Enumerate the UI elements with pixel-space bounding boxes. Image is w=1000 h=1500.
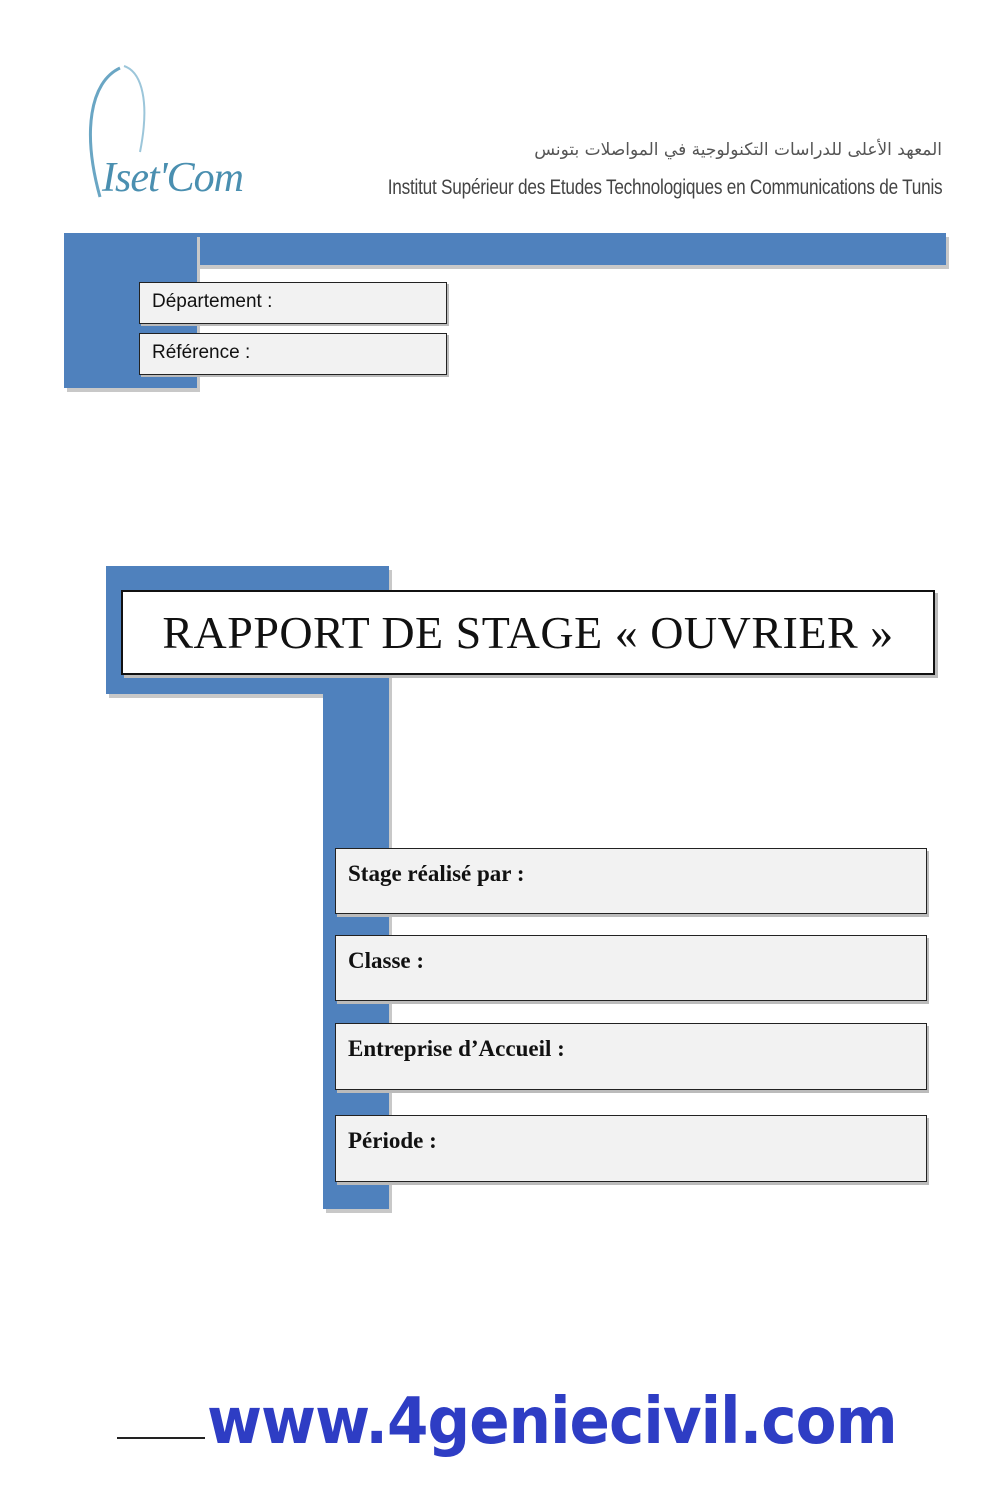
periode-field[interactable]	[335, 1115, 927, 1182]
department-label: Département :	[152, 291, 273, 312]
entreprise-field[interactable]	[335, 1023, 927, 1090]
iset-com-logo	[80, 62, 250, 212]
classe-label: Classe :	[348, 948, 425, 973]
footer-divider	[117, 1437, 205, 1439]
footer-website-link[interactable]: www.4geniecivil.com	[207, 1385, 897, 1459]
classe-field[interactable]	[335, 935, 927, 1001]
reference-field[interactable]	[139, 333, 447, 375]
institute-name-arabic: المعهد الأعلى للدراسات التكنولوجية في المواصلات بتونس	[534, 140, 942, 160]
department-field[interactable]	[139, 282, 447, 324]
reference-label: Référence :	[152, 342, 251, 363]
report-title-text: RAPPORT DE STAGE « OUVRIER »	[162, 607, 894, 658]
stage-realise-par-label: Stage réalisé par :	[348, 861, 525, 886]
report-title	[121, 590, 935, 675]
institute-name-french: Institut Supérieur des Etudes Technologiques en Communications de Tunis	[387, 176, 942, 199]
entreprise-label: Entreprise d’Accueil :	[348, 1036, 565, 1061]
stage-realise-par-field[interactable]	[335, 848, 927, 914]
logo-text: Iset'Com	[102, 155, 243, 201]
periode-label: Période :	[348, 1128, 437, 1153]
